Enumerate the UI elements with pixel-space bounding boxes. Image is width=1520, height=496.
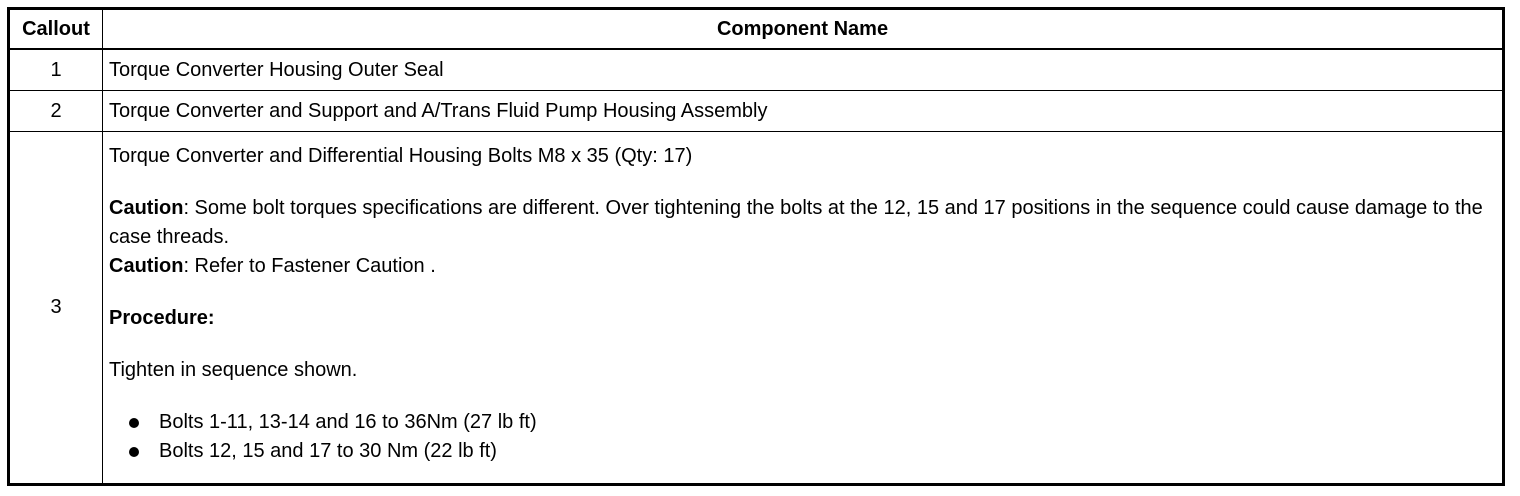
list-item bbox=[127, 408, 1496, 437]
component-detail-cell bbox=[103, 132, 1504, 485]
bullet-icon bbox=[129, 447, 139, 457]
caution-note bbox=[109, 194, 1496, 252]
caution-label: Caution bbox=[109, 197, 184, 219]
caution-label: Caution bbox=[109, 255, 184, 277]
callout-cell: 2 bbox=[9, 91, 103, 132]
table-header-row bbox=[9, 9, 1504, 50]
procedure-label: Procedure: bbox=[109, 307, 215, 329]
component-name-text: Torque Converter and Differential Housing Bolts M8 x 35 (Qty: 17) bbox=[109, 145, 693, 167]
caution-text: : Refer to Fastener Caution . bbox=[183, 255, 436, 277]
table-row bbox=[9, 49, 1504, 91]
bullet-text: Bolts 1-11, 13-14 and 16 to 36Nm (27 lb ft) bbox=[159, 411, 537, 433]
callout-cell: 1 bbox=[9, 49, 103, 91]
caution-note bbox=[109, 252, 1496, 281]
component-name-cell: Torque Converter Housing Outer Seal bbox=[103, 49, 1504, 91]
table-row bbox=[9, 91, 1504, 132]
component-table bbox=[7, 7, 1505, 486]
procedure-instruction: Tighten in sequence shown. bbox=[109, 359, 358, 381]
callout-header: Callout bbox=[9, 9, 103, 50]
component-table-frame bbox=[7, 7, 1505, 486]
caution-text: : Some bolt torques specifications are different. Over tightening the bolts at the 12, 15 and 17 positions in the sequence could cause damage to the case threads. bbox=[109, 197, 1483, 248]
bullet-icon bbox=[129, 418, 139, 428]
torque-bullet-list bbox=[109, 408, 1496, 466]
component-name-header: Component Name bbox=[103, 9, 1504, 50]
table-row bbox=[9, 132, 1504, 485]
bullet-text: Bolts 12, 15 and 17 to 30 Nm (22 lb ft) bbox=[159, 440, 497, 462]
component-name-cell: Torque Converter and Support and A/Trans Fluid Pump Housing Assembly bbox=[103, 91, 1504, 132]
list-item bbox=[127, 437, 1496, 466]
callout-cell: 3 bbox=[9, 132, 103, 485]
